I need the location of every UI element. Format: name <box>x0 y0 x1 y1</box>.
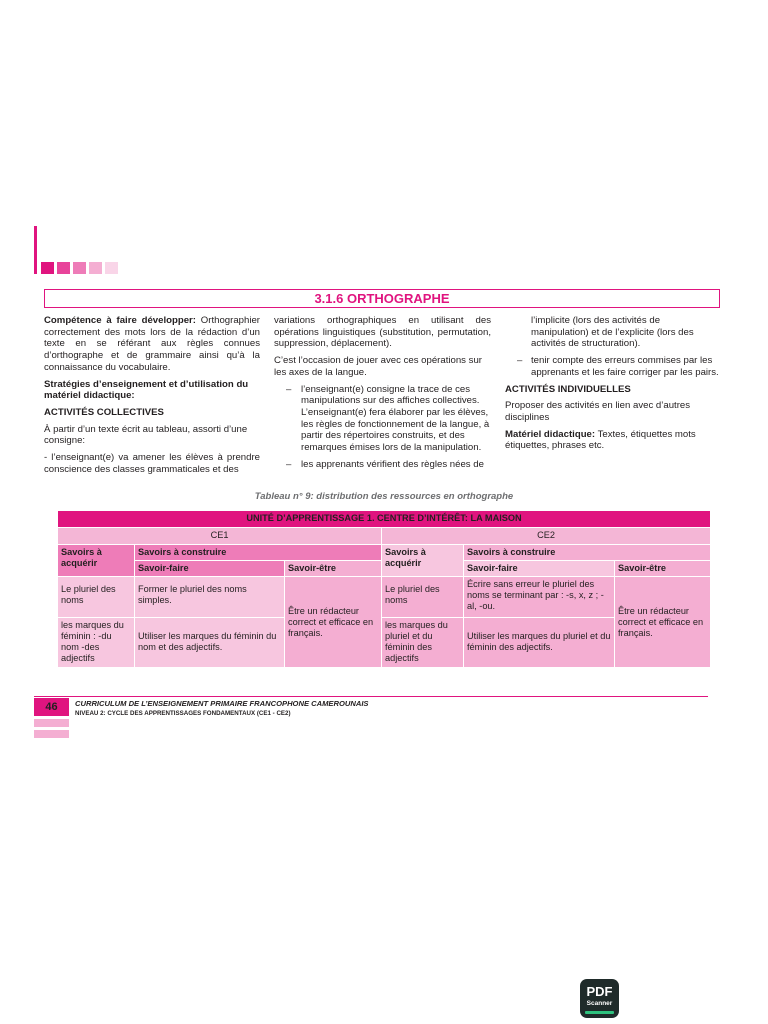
materials-text: Textes, étiquettes mots étiquettes, phrases etc. <box>505 428 696 452</box>
decorative-square <box>57 262 70 274</box>
table-cell: Écrire sans erreur le pluriel des noms se terminant par : -s, x, z ; - al, -ou. <box>464 577 615 618</box>
decorative-bar <box>34 226 37 274</box>
collective-activities-heading: ACTIVITÉS COLLECTIVES <box>44 406 164 418</box>
savoir-faire-header: Savoir-faire <box>135 561 285 577</box>
bullet-item <box>505 355 719 378</box>
bullet-item <box>274 384 491 454</box>
competence-paragraph <box>44 315 260 374</box>
table-caption: Tableau n° 9: distribution des ressources en orthographe <box>254 491 514 502</box>
table-cell: Utiliser les marques du pluriel et du féminin des adjectifs. <box>464 618 615 668</box>
paragraph: Proposer des activités en lien avec d’autres disciplines <box>505 400 691 423</box>
section-title: 3.1.6 ORTHOGRAPHE <box>44 289 720 308</box>
bullet-text: tenir compte des erreurs commises par les apprenants et les faire corriger par les pairs. <box>531 355 719 378</box>
savoirs-construire-header: Savoirs à construire <box>464 545 711 561</box>
dash: – <box>517 355 523 367</box>
competence-text: Orthographier correctement des mots lors de la rédaction d’un texte en se référant aux règles connues d’orthographe et de grammaire ainsi qu’à la connaissance du vocabulaire. <box>44 315 260 373</box>
savoirs-construire-header: Savoirs à construire <box>135 545 382 561</box>
paragraph: l’implicite (lors des activités de manipulation) et de l’explicite (lors des activités de structuration). <box>531 315 694 350</box>
table-cell: Le pluriel des noms <box>382 577 464 618</box>
paragraph: C’est l’occasion de jouer avec ces opérations sur les axes de la langue. <box>274 355 482 378</box>
table-cell: les marques du féminin : -du nom -des adjectifs <box>58 618 135 668</box>
logo-stripe <box>585 1011 614 1014</box>
individual-activities-heading: ACTIVITÉS INDIVIDUELLES <box>505 383 631 395</box>
table-cell: Le pluriel des noms <box>58 577 135 618</box>
savoir-etre-header: Savoir-être <box>285 561 382 577</box>
resource-table <box>57 510 711 668</box>
savoir-etre-header: Savoir-être <box>615 561 711 577</box>
ce2-header: CE2 <box>382 528 711 545</box>
decorative-square <box>73 262 86 274</box>
dash: – <box>286 383 292 395</box>
competence-label: Compétence à faire développer: <box>44 315 196 326</box>
logo-subtext: Scanner <box>586 1000 613 1007</box>
paragraph: À partir d’un texte écrit au tableau, assorti d’une consigne: <box>44 423 248 447</box>
text-column-1 <box>44 315 260 480</box>
decorative-square <box>89 262 102 274</box>
footer-rule <box>34 696 708 697</box>
table-cell: Former le pluriel des noms simples. <box>135 577 285 618</box>
bullet-item <box>274 459 491 471</box>
table-cell: les marques du pluriel et du féminin des adjectifs <box>382 618 464 668</box>
page-number: 46 <box>34 698 69 716</box>
bullet-text: les apprenants vérifient des règles nées de <box>301 458 484 470</box>
text-column-2 <box>274 315 491 475</box>
decorative-bar <box>34 730 69 738</box>
paragraph: variations orthographiques en utilisant des opérations linguistiques (substitution, permutation, suppression, déplacement). <box>274 315 491 350</box>
footer-subtitle: NIVEAU 2: CYCLE DES APPRENTISSAGES FONDAMENTAUX (CE1 - CE2) <box>75 710 291 717</box>
table-cell: Être un rédacteur correct et efficace en français. <box>285 577 382 668</box>
ce1-header: CE1 <box>58 528 382 545</box>
table-cell: Utiliser les marques du féminin du nom et des adjectifs. <box>135 618 285 668</box>
paragraph: - l’enseignant(e) va amener les élèves à prendre conscience des classes grammaticales et des <box>44 452 260 475</box>
logo-text: PDF <box>586 984 613 999</box>
savoir-faire-header: Savoir-faire <box>464 561 615 577</box>
dash: – <box>286 458 292 470</box>
pdf-scanner-logo <box>580 979 619 1018</box>
materials-paragraph <box>505 429 719 452</box>
text-column-3 <box>505 315 719 457</box>
decorative-bar <box>34 719 69 727</box>
bullet-text: l’enseignant(e) consigne la trace de ces manipulations sur des affiches collectives. L’enseignant(e) fera élaborer par les élèves, les règles de fonctionnement de la langue, à partir des répertoires construits, et des remarques émises lors de la manipulation. <box>301 383 490 454</box>
savoirs-acquerir-header: Savoirs à acquérir <box>382 545 464 577</box>
savoirs-acquerir-header: Savoirs à acquérir <box>58 545 135 577</box>
decorative-square <box>41 262 54 274</box>
table-cell: Être un rédacteur correct et efficace en français. <box>615 577 711 668</box>
footer-title: CURRICULUM DE L’ENSEIGNEMENT PRIMAIRE FRANCOPHONE CAMEROUNAIS <box>75 699 369 708</box>
strategies-heading: Stratégies d’enseignement et d’utilisation du matériel didactique: <box>44 378 249 402</box>
materials-label: Matériel didactique: <box>505 428 596 440</box>
table-unit-header: UNITÉ D’APPRENTISSAGE 1. CENTRE D’INTÉRÊT: LA MAISON <box>58 511 711 528</box>
decorative-square <box>105 262 118 274</box>
